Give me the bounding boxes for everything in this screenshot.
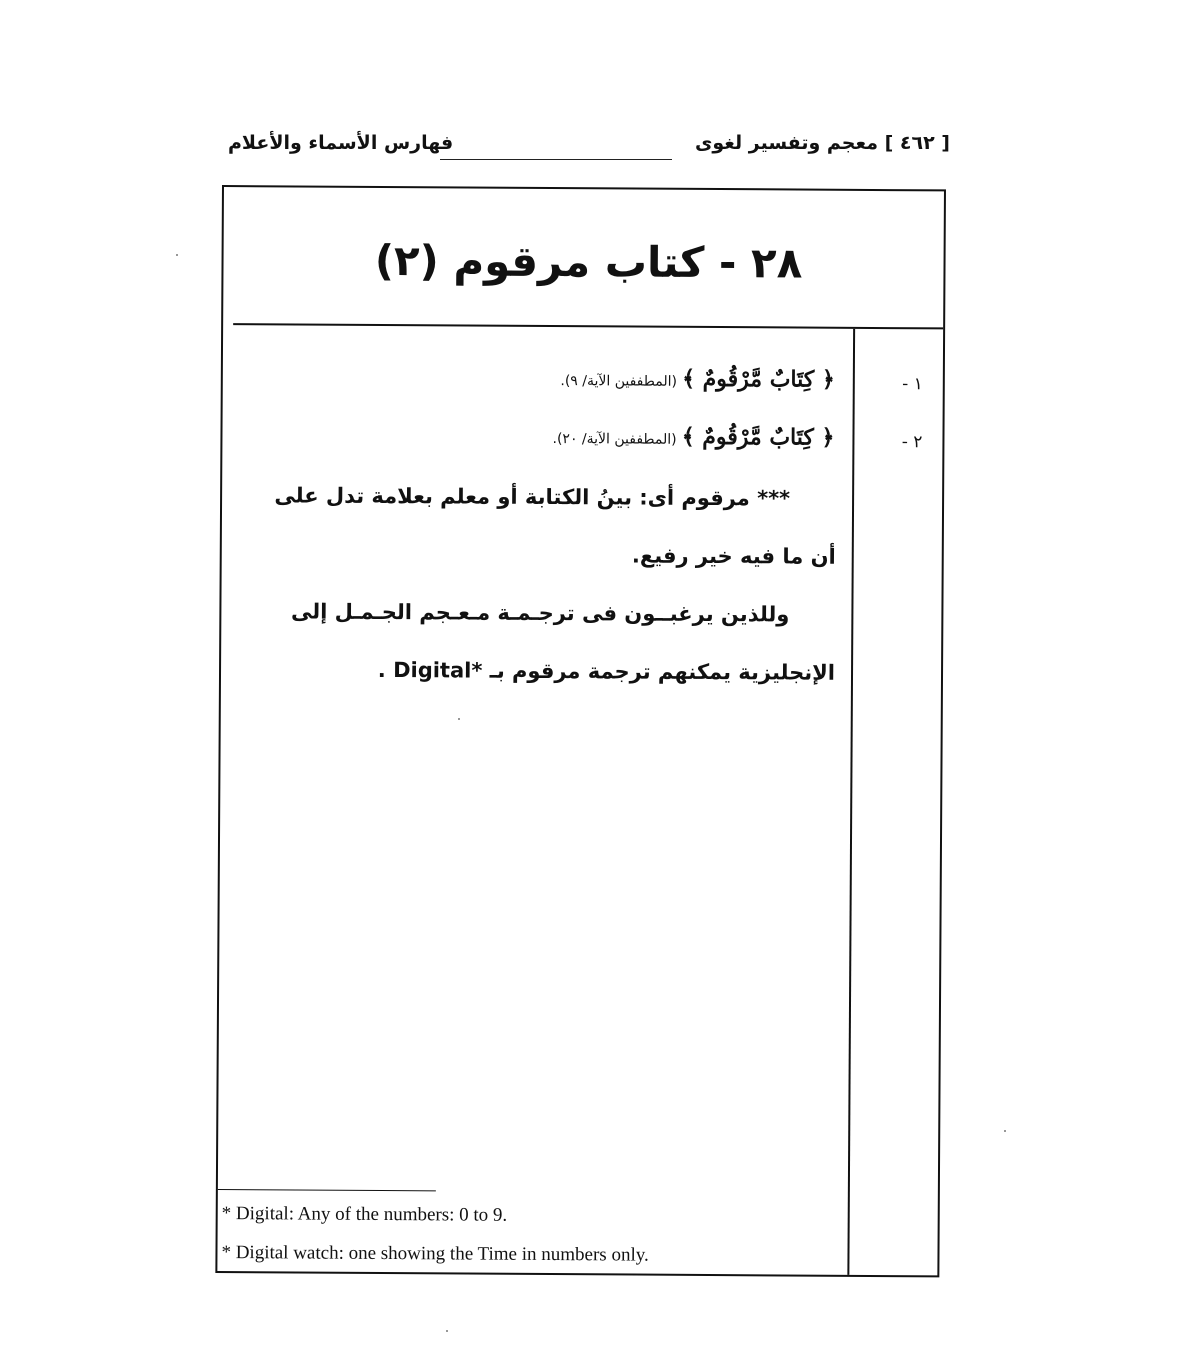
header-rule (440, 159, 672, 160)
number-column-divider (847, 329, 855, 1275)
header-index-title: فهارس الأسماء والأعلام (228, 132, 454, 154)
entry-row (552, 423, 834, 451)
entry-row (560, 365, 835, 393)
scan-speck (446, 1330, 448, 1332)
footnote: * Digital: Any of the numbers: 0 to 9. (221, 1203, 508, 1226)
footnote: * Digital watch: one showing the Time in numbers only. (221, 1242, 649, 1266)
title-box (233, 195, 944, 329)
quran-verse: ﴿ كِتَابٌ مَّرْقُومٌ ﴾ (681, 423, 835, 451)
chapter-title: ٢٨ - كتاب مرقوم (٢) (374, 235, 803, 288)
scan-speck (176, 254, 178, 256)
entry-number: ١ - (902, 374, 923, 395)
body-line: وللذين يرغبــون فى ترجـمـة مـعـجم الجـمـل إلى (290, 599, 790, 627)
running-header (228, 132, 950, 172)
verse-reference: (المطففين الآية/ ٩). (560, 373, 678, 390)
entry-number: ٢ - (901, 432, 923, 453)
verse-reference: (المطففين الآية/ ٢٠). (552, 431, 677, 448)
scan-speck (1004, 1130, 1006, 1132)
scan-speck (458, 718, 460, 720)
body-line: الإنجليزية يمكنهم ترجمة مرقوم بـ *Digital . (377, 657, 836, 685)
footnote-rule (218, 1189, 436, 1191)
quran-verse: ﴿ كِتَابٌ مَّرْقُومٌ ﴾ (682, 365, 835, 393)
page-frame (215, 185, 946, 1277)
body-line: أن ما فيه خير رفيع. (631, 543, 836, 569)
body-line: *** مرقوم أى: بينُ الكتابة أو معلم بعلامة تدل على (274, 483, 791, 511)
header-page-and-book-title: [ ٤٦٢ ] معجم وتفسير لغوى (694, 132, 950, 154)
